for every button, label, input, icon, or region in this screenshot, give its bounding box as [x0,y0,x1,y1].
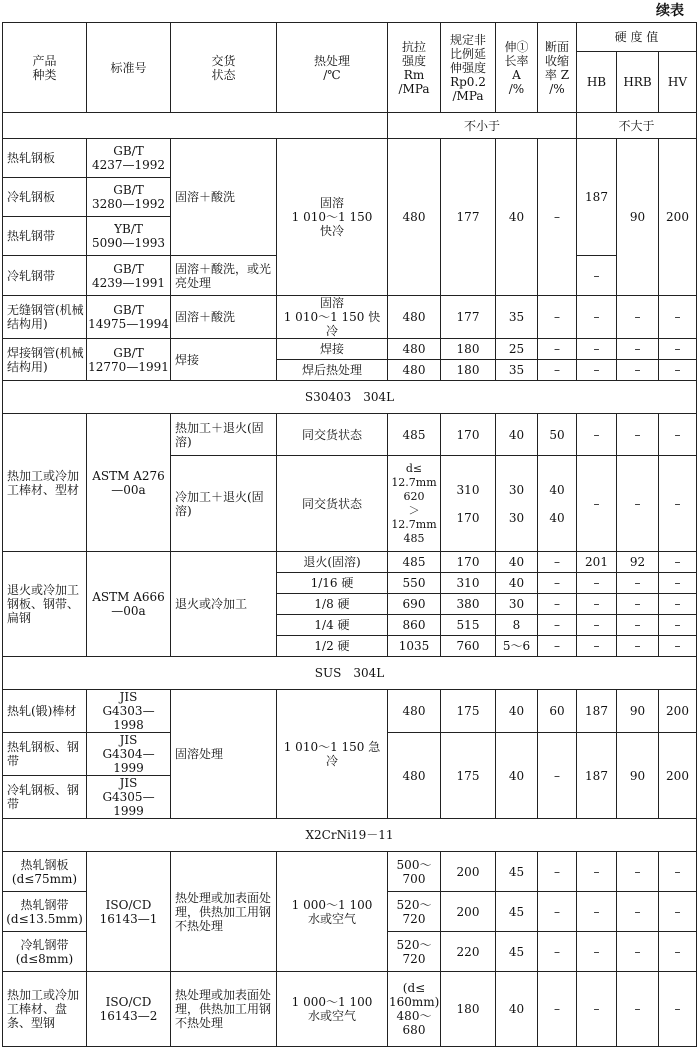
rm-cell: 485 [388,414,441,456]
a-cell: 8 [496,615,538,636]
heat-cell: 同交货状态 [277,456,388,552]
header-heat: 热处理 /℃ [277,23,388,113]
z-cell: – [538,296,577,339]
hb-cell: – [577,456,617,552]
heat-cell: 1/16 硬 [277,573,388,594]
rp-cell: 177 [441,139,496,296]
rp-cell: 175 [441,690,496,733]
a-cell: 45 [496,852,538,892]
header-product: 产品 种类 [3,23,87,113]
section-title: SUS 304L [3,657,697,690]
rm-cell: (d≤ 160mm) 480～ 680 [388,972,441,1047]
standard-cell: ASTM A276 —00a [87,414,171,552]
delivery-cell: 热处理或加表面处理，供热加工用钢不热处理 [171,852,277,972]
product-cell: 热轧钢带 (d≤13.5mm) [3,892,87,932]
rp-cell: 515 [441,615,496,636]
hv-cell: – [659,852,697,892]
product-cell: 热加工或冷加工棒材、盘条、型钢 [3,972,87,1047]
hb-cell: 187 [577,690,617,733]
header-standard: 标准号 [87,23,171,113]
z-cell: – [538,932,577,972]
header-row [3,23,697,52]
a-cell: 35 [496,296,538,339]
z-cell: – [538,636,577,657]
hv-cell: – [659,636,697,657]
hb-cell: – [577,573,617,594]
delivery-cell: 热加工＋退火(固溶) [171,414,277,456]
a-cell: 40 [496,573,538,594]
a-cell: 45 [496,932,538,972]
rp-cell: 170 [441,552,496,573]
product-cell: 热加工或冷加工棒材、型材 [3,414,87,552]
hrb-cell: – [617,456,659,552]
hv-cell: 200 [659,733,697,819]
product-cell: 热轧钢板 [3,139,87,178]
hv-cell: – [659,615,697,636]
hv-cell: 200 [659,139,697,296]
hv-cell: – [659,972,697,1047]
z-cell: – [538,552,577,573]
z-cell: – [538,972,577,1047]
a-cell: 40 [496,733,538,819]
delivery-cell: 焊接 [171,339,277,381]
rp-cell: 200 [441,892,496,932]
hv-cell: – [659,932,697,972]
rp-cell: 220 [441,932,496,972]
standard-cell: GB/T 12770—1991 [87,339,171,381]
header-yield: 规定非 比例延 伸强度 Rp0.2 /MPa [441,23,496,113]
a-cell: 40 [496,690,538,733]
a-cell: 40 [496,972,538,1047]
product-cell: 无缝钢管(机械结构用) [3,296,87,339]
hb-cell: – [577,852,617,892]
a-cell: 25 [496,339,538,360]
product-cell: 热轧钢板 (d≤75mm) [3,852,87,892]
heat-cell: 焊后热处理 [277,360,388,381]
header-hardness: 硬 度 值 [577,23,697,52]
rp-cell: 380 [441,594,496,615]
z-cell: – [538,139,577,296]
hrb-cell: – [617,636,659,657]
hrb-cell: – [617,414,659,456]
section-title: X2CrNi19－11 [3,819,697,852]
hv-cell: – [659,456,697,552]
table-row [3,139,697,178]
header-reduction: 断面 收缩 率 Z /% [538,23,577,113]
table-row [3,339,697,360]
rp-cell: 180 [441,339,496,360]
product-cell: 热轧钢板、钢带 [3,733,87,776]
hb-cell: – [577,972,617,1047]
standard-cell: ISO/CD 16143—2 [87,972,171,1047]
hrb-cell: – [617,615,659,636]
rm-cell: 480 [388,360,441,381]
standard-cell: JIS G4304—1999 [87,733,171,776]
hb-cell: – [577,932,617,972]
heat-cell: 1 000～1 100 水或空气 [277,852,388,972]
a-cell: 40 [496,552,538,573]
standard-cell: GB/T 4237—1992 [87,139,171,178]
heat-cell: 焊接 [277,339,388,360]
steel-properties-table [2,22,697,1047]
hrb-cell: – [617,972,659,1047]
standard-cell: GB/T 4239—1991 [87,256,171,296]
header-hrb: HRB [617,52,659,113]
hb-cell: 187 [577,139,617,256]
hrb-cell: 92 [617,552,659,573]
header-blank [3,113,388,139]
header-not-more: 不大于 [577,113,697,139]
header-tensile: 抗拉 强度 Rm /MPa [388,23,441,113]
hb-cell: – [577,296,617,339]
hb-cell: – [577,339,617,360]
hrb-cell: 90 [617,139,659,296]
hrb-cell: – [617,594,659,615]
section-title: S30403 304L [3,381,697,414]
rp-cell: 175 [441,733,496,819]
rp-cell: 180 [441,360,496,381]
heat-cell: 1/8 硬 [277,594,388,615]
table-row [3,414,697,456]
hrb-cell: – [617,852,659,892]
rm-cell: 860 [388,615,441,636]
a-cell: 30 30 [496,456,538,552]
a-cell: 5～6 [496,636,538,657]
hv-cell: – [659,296,697,339]
hb-cell: – [577,256,617,296]
hrb-cell: – [617,339,659,360]
z-cell: – [538,615,577,636]
product-cell: 焊接钢管(机械结构用) [3,339,87,381]
hb-cell: 201 [577,552,617,573]
hrb-cell: 90 [617,733,659,819]
rp-cell: 310 [441,573,496,594]
product-cell: 热轧钢带 [3,217,87,256]
hrb-cell: – [617,573,659,594]
z-cell: 50 [538,414,577,456]
heat-cell: 1 000～1 100 水或空气 [277,972,388,1047]
a-cell: 45 [496,892,538,932]
a-cell: 40 [496,414,538,456]
rp-cell: 760 [441,636,496,657]
heat-cell: 1/2 硬 [277,636,388,657]
heat-cell: 固溶 1 010～1 150 快冷 [277,296,388,339]
delivery-cell: 固溶＋酸洗 [171,296,277,339]
rm-cell: 480 [388,733,441,819]
table-row [3,972,697,1047]
hrb-cell: 90 [617,690,659,733]
header-elong: 伸① 长率 A /% [496,23,538,113]
z-cell: – [538,339,577,360]
hv-cell: – [659,892,697,932]
rm-cell: 520～ 720 [388,892,441,932]
hb-cell: – [577,892,617,932]
product-cell: 冷轧钢带 [3,256,87,296]
standard-cell: ISO/CD 16143—1 [87,852,171,972]
rm-cell: 480 [388,139,441,296]
table-row [3,296,697,339]
hrb-cell: – [617,932,659,972]
delivery-cell: 固溶＋酸洗，或光亮处理 [171,256,277,296]
rp-cell: 177 [441,296,496,339]
standard-cell: GB/T 14975—1994 [87,296,171,339]
rm-cell: 690 [388,594,441,615]
rm-cell: 520～ 720 [388,932,441,972]
product-cell: 冷轧钢带 (d≤8mm) [3,932,87,972]
hv-cell: – [659,594,697,615]
hb-cell: – [577,594,617,615]
rm-cell: d≤ 12.7mm 620 ＞12.7mm 485 [388,456,441,552]
hb-cell: – [577,360,617,381]
rm-cell: 485 [388,552,441,573]
hb-cell: – [577,615,617,636]
hv-cell: – [659,414,697,456]
product-cell: 热轧(锻)棒材 [3,690,87,733]
heat-cell: 1 010～1 150 急冷 [277,690,388,819]
standard-cell: GB/T 3280—1992 [87,178,171,217]
table-row [3,552,697,573]
hv-cell: – [659,339,697,360]
z-cell: – [538,733,577,819]
delivery-cell: 热处理或加表面处理，供热加工用钢不热处理 [171,972,277,1047]
table-row [3,852,697,892]
rp-cell: 310 170 [441,456,496,552]
rm-cell: 480 [388,339,441,360]
hv-cell: – [659,573,697,594]
rm-cell: 500～ 700 [388,852,441,892]
standard-cell: JIS G4305—1999 [87,776,171,819]
delivery-cell: 固溶＋酸洗 [171,139,277,256]
z-cell: – [538,360,577,381]
heat-cell: 同交货状态 [277,414,388,456]
hb-cell: 187 [577,733,617,819]
z-cell: – [538,852,577,892]
heat-cell: 1/4 硬 [277,615,388,636]
a-cell: 40 [496,139,538,296]
hb-cell: – [577,636,617,657]
product-cell: 冷轧钢板、钢带 [3,776,87,819]
continued-label: 续表 [656,3,684,19]
a-cell: 30 [496,594,538,615]
hb-cell: – [577,414,617,456]
rm-cell: 550 [388,573,441,594]
hrb-cell: – [617,360,659,381]
header-hv: HV [659,52,697,113]
product-cell: 冷轧钢板 [3,178,87,217]
standard-cell: YB/T 5090—1993 [87,217,171,256]
product-cell: 退火或冷加工钢板、钢带、扁钢 [3,552,87,657]
z-cell: – [538,573,577,594]
delivery-cell: 冷加工＋退火(固溶) [171,456,277,552]
hrb-cell: – [617,296,659,339]
rm-cell: 480 [388,296,441,339]
rp-cell: 200 [441,852,496,892]
standard-cell: JIS G4303—1998 [87,690,171,733]
delivery-cell: 固溶处理 [171,690,277,819]
z-cell: – [538,594,577,615]
rp-cell: 170 [441,414,496,456]
z-cell: – [538,892,577,932]
z-cell: 60 [538,690,577,733]
z-cell: 40 40 [538,456,577,552]
delivery-cell: 退火或冷加工 [171,552,277,657]
header-delivery: 交货 状态 [171,23,277,113]
header-not-less: 不小于 [388,113,577,139]
hv-cell: – [659,360,697,381]
header-hb: HB [577,52,617,113]
standard-cell: ASTM A666 —00a [87,552,171,657]
heat-cell: 退火(固溶) [277,552,388,573]
hrb-cell: – [617,892,659,932]
rp-cell: 180 [441,972,496,1047]
hv-cell: 200 [659,690,697,733]
hv-cell: – [659,552,697,573]
heat-cell: 固溶 1 010～1 150 快冷 [277,139,388,296]
rm-cell: 1035 [388,636,441,657]
table-row [3,690,697,733]
a-cell: 35 [496,360,538,381]
rm-cell: 480 [388,690,441,733]
